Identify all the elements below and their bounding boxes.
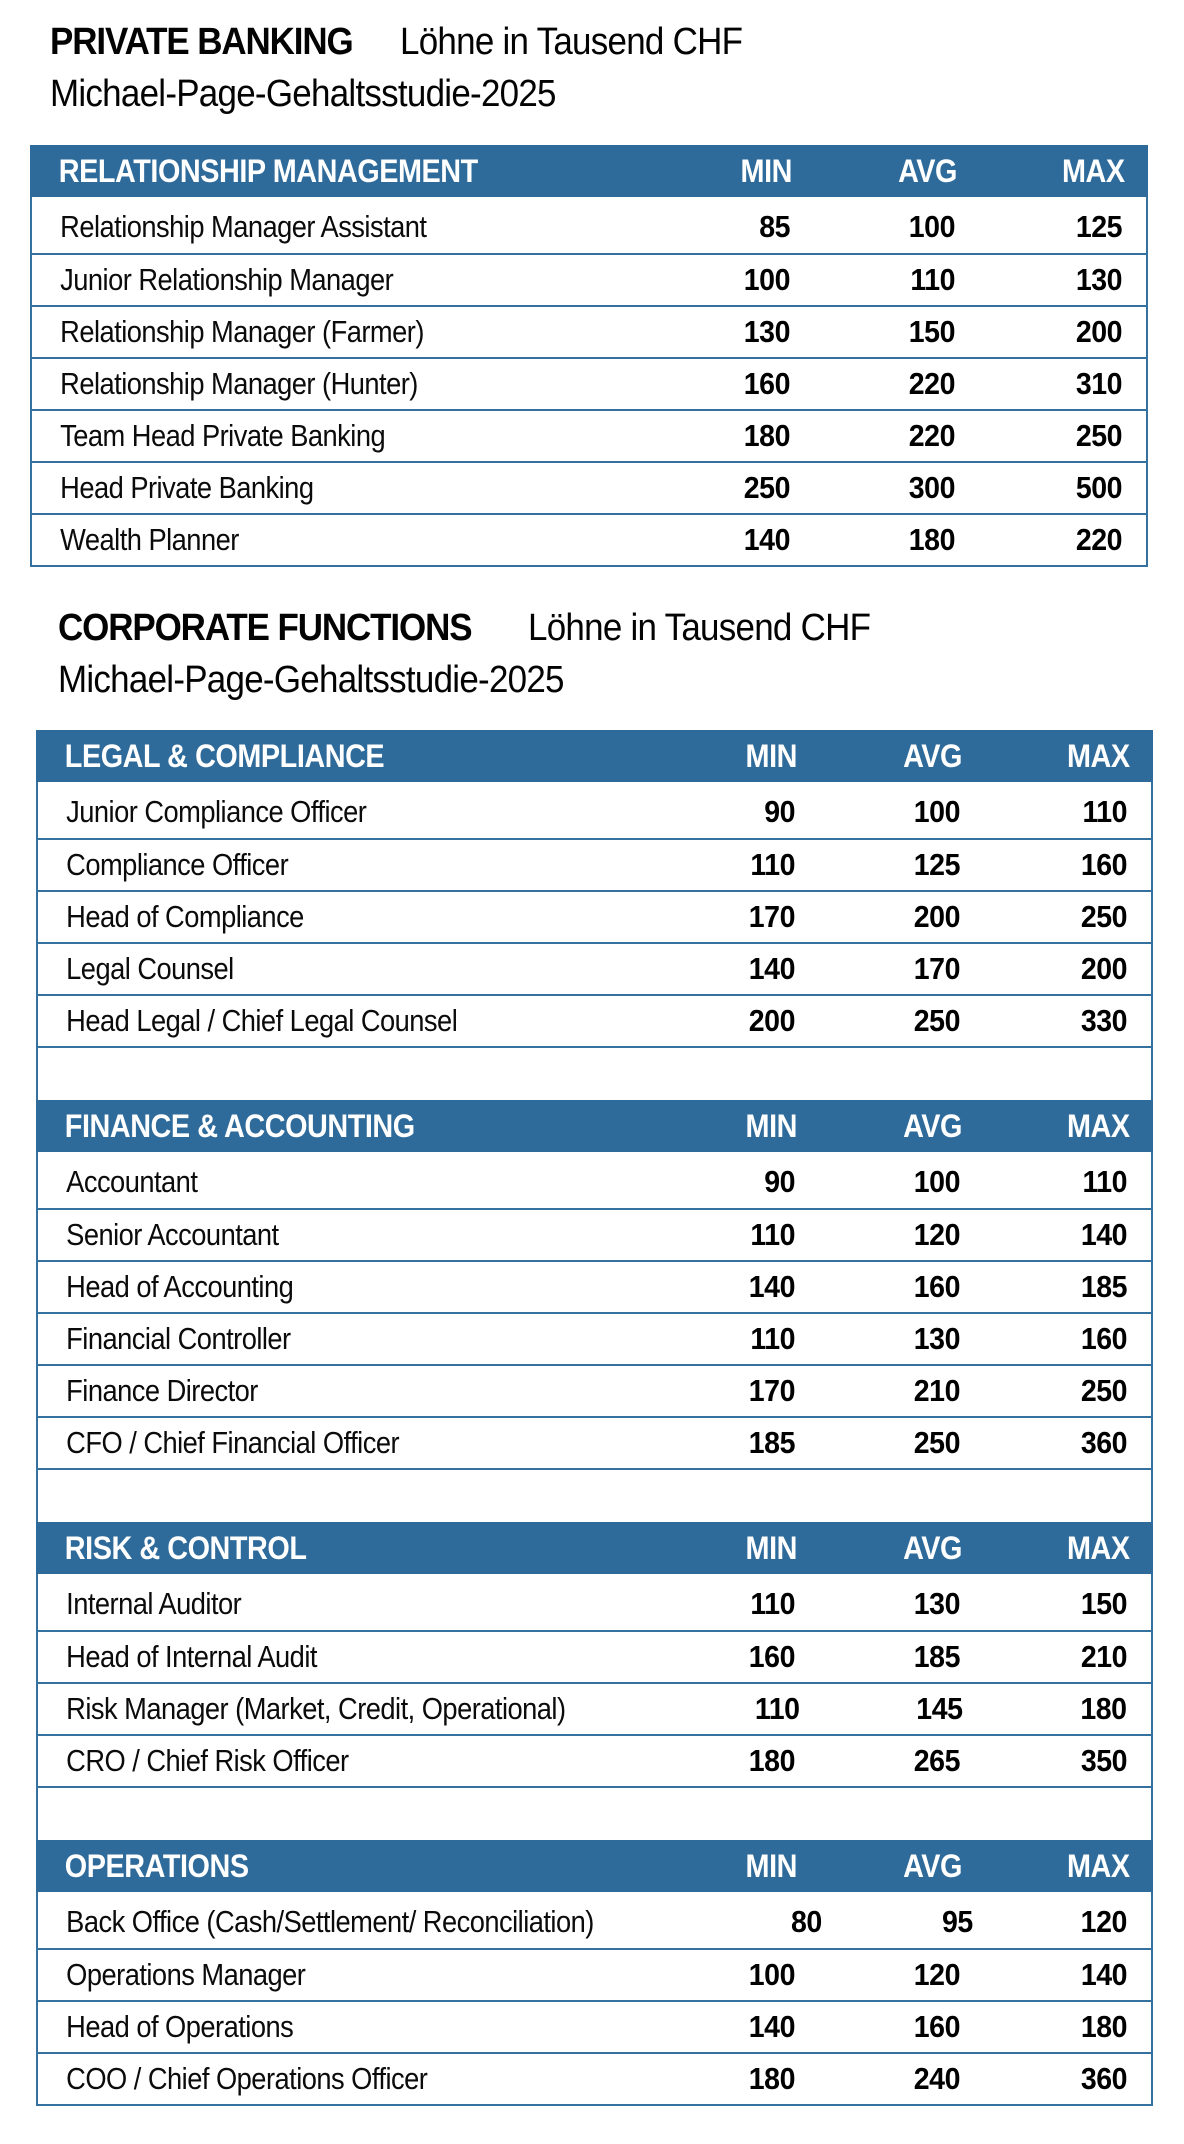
table-row xyxy=(32,307,1146,359)
table-header-title: RELATIONSHIP MANAGEMENT xyxy=(58,152,478,189)
avg-value-cell: 170 xyxy=(913,951,960,986)
min-value-cell: 100 xyxy=(748,1957,795,1992)
max-value-cell: 360 xyxy=(1080,1425,1128,1460)
avg-value-cell: 100 xyxy=(908,208,955,244)
avg-value-cell: 100 xyxy=(913,793,960,829)
table-gap xyxy=(38,1048,1151,1100)
column-header-avg: AVG xyxy=(903,737,962,774)
job-title-cell: Head of Compliance xyxy=(66,899,304,934)
min-value-cell: 90 xyxy=(764,793,795,829)
min-value-cell: 100 xyxy=(743,262,790,297)
max-value-cell: 180 xyxy=(1080,2009,1128,2044)
table-row xyxy=(38,1152,1151,1210)
job-title-cell: Accountant xyxy=(66,1163,198,1199)
avg-value-cell: 185 xyxy=(913,1639,960,1674)
job-title-cell: Head of Internal Audit xyxy=(66,1639,317,1674)
column-header-max: MAX xyxy=(1066,1107,1130,1144)
section-title-line xyxy=(58,602,900,654)
job-title-cell: Senior Accountant xyxy=(66,1217,279,1252)
min-value-cell: 140 xyxy=(743,522,790,557)
max-value-cell: 200 xyxy=(1075,314,1123,349)
max-value-cell: 110 xyxy=(1082,793,1128,829)
job-title-cell: Junior Relationship Manager xyxy=(60,262,394,297)
column-header-avg: AVG xyxy=(898,152,957,189)
section-subtitle-text: Michael-Page-Gehaltsstudie-2025 xyxy=(58,659,564,701)
salary-table-group xyxy=(36,730,1153,2106)
section-title xyxy=(58,602,900,706)
table-row xyxy=(38,1262,1151,1314)
column-header-min: MIN xyxy=(740,152,792,189)
table-row xyxy=(38,840,1151,892)
max-value-cell: 140 xyxy=(1080,1217,1128,1252)
job-title-cell: Internal Auditor xyxy=(66,1585,242,1621)
table-row xyxy=(38,1366,1151,1418)
title-note: Löhne in Tausend CHF xyxy=(399,21,742,63)
section-subtitle xyxy=(58,654,900,706)
min-value-cell: 180 xyxy=(743,418,790,453)
column-header-min: MIN xyxy=(745,1107,797,1144)
table-row xyxy=(38,2054,1151,2106)
avg-value-cell: 130 xyxy=(913,1585,960,1621)
max-value-cell: 185 xyxy=(1080,1269,1128,1304)
min-value-cell: 80 xyxy=(790,1903,822,1939)
table-row xyxy=(38,2002,1151,2054)
column-header-max: MAX xyxy=(1066,737,1130,774)
job-title-cell: Relationship Manager Assistant xyxy=(60,208,427,244)
job-title-cell: Back Office (Cash/Settlement/ Reconciliation) xyxy=(66,1903,594,1939)
max-value-cell: 180 xyxy=(1080,1691,1128,1726)
table-row xyxy=(38,1736,1151,1788)
column-header-min: MIN xyxy=(745,737,797,774)
min-value-cell: 140 xyxy=(748,951,795,986)
min-value-cell: 85 xyxy=(759,208,790,244)
table-header-title: RISK & CONTROL xyxy=(64,1529,307,1566)
avg-value-cell: 265 xyxy=(913,1743,960,1778)
avg-value-cell: 250 xyxy=(913,1003,960,1038)
section-subtitle-text: Michael-Page-Gehaltsstudie-2025 xyxy=(50,73,556,115)
job-title-cell: Relationship Manager (Hunter) xyxy=(60,366,418,401)
table-row xyxy=(38,1418,1151,1470)
table-row xyxy=(38,1574,1151,1632)
job-title-cell: Relationship Manager (Farmer) xyxy=(60,314,424,349)
table-row xyxy=(38,1950,1151,2002)
avg-value-cell: 220 xyxy=(908,418,955,453)
table-row xyxy=(38,944,1151,996)
avg-value-cell: 210 xyxy=(913,1373,960,1408)
max-value-cell: 250 xyxy=(1080,1373,1128,1408)
avg-value-cell: 130 xyxy=(913,1321,960,1356)
avg-value-cell: 160 xyxy=(913,2009,960,2044)
job-title-cell: Wealth Planner xyxy=(60,522,239,557)
title-note: Löhne in Tausend CHF xyxy=(527,607,871,649)
table-row xyxy=(38,1892,1151,1950)
min-value-cell: 250 xyxy=(743,470,790,505)
table-header-title: OPERATIONS xyxy=(64,1847,249,1884)
table-header-bar xyxy=(36,1100,1153,1152)
table-row xyxy=(38,892,1151,944)
table-row xyxy=(38,1210,1151,1262)
max-value-cell: 160 xyxy=(1080,847,1128,882)
avg-value-cell: 95 xyxy=(942,1903,974,1939)
avg-value-cell: 120 xyxy=(913,1217,960,1252)
table-row xyxy=(38,782,1151,840)
min-value-cell: 110 xyxy=(755,1691,800,1726)
table-header-bar xyxy=(36,1522,1153,1574)
job-title-cell: Operations Manager xyxy=(66,1957,306,1992)
max-value-cell: 250 xyxy=(1080,899,1128,934)
max-value-cell: 130 xyxy=(1075,262,1123,297)
column-header-avg: AVG xyxy=(903,1847,962,1884)
avg-value-cell: 145 xyxy=(916,1691,963,1726)
max-value-cell: 160 xyxy=(1080,1321,1128,1356)
column-header-avg: AVG xyxy=(903,1107,962,1144)
min-value-cell: 170 xyxy=(748,899,795,934)
table-header-bar xyxy=(36,730,1153,782)
section-title-line xyxy=(50,16,772,68)
column-header-max: MAX xyxy=(1066,1847,1130,1884)
column-header-min: MIN xyxy=(745,1847,797,1884)
job-title-cell: CRO / Chief Risk Officer xyxy=(66,1743,349,1778)
min-value-cell: 160 xyxy=(743,366,790,401)
job-title-cell: Legal Counsel xyxy=(66,951,234,986)
max-value-cell: 150 xyxy=(1080,1585,1128,1621)
job-title-cell: Junior Compliance Officer xyxy=(66,793,367,829)
avg-value-cell: 100 xyxy=(913,1163,960,1199)
max-value-cell: 110 xyxy=(1082,1163,1128,1199)
table-row xyxy=(38,1314,1151,1366)
title-main: PRIVATE BANKING xyxy=(50,21,353,63)
job-title-cell: Risk Manager (Market, Credit, Operational) xyxy=(66,1691,566,1726)
min-value-cell: 180 xyxy=(748,2061,795,2096)
max-value-cell: 330 xyxy=(1080,1003,1128,1038)
min-value-cell: 185 xyxy=(748,1425,795,1460)
table-row xyxy=(32,463,1146,515)
job-title-cell: Head Private Banking xyxy=(60,470,314,505)
avg-value-cell: 200 xyxy=(913,899,960,934)
min-value-cell: 110 xyxy=(750,1217,795,1252)
table-row xyxy=(32,197,1146,255)
avg-value-cell: 150 xyxy=(908,314,955,349)
avg-value-cell: 300 xyxy=(908,470,955,505)
title-main: CORPORATE FUNCTIONS xyxy=(58,607,472,649)
job-title-cell: Finance Director xyxy=(66,1373,258,1408)
max-value-cell: 350 xyxy=(1080,1743,1128,1778)
section-subtitle xyxy=(50,68,772,120)
job-title-cell: COO / Chief Operations Officer xyxy=(66,2061,428,2096)
column-header-min: MIN xyxy=(745,1529,797,1566)
min-value-cell: 110 xyxy=(750,847,795,882)
column-header-max: MAX xyxy=(1061,152,1125,189)
min-value-cell: 200 xyxy=(748,1003,795,1038)
job-title-cell: CFO / Chief Financial Officer xyxy=(66,1425,400,1460)
table-row xyxy=(32,359,1146,411)
max-value-cell: 120 xyxy=(1080,1903,1128,1939)
avg-value-cell: 120 xyxy=(913,1957,960,1992)
avg-value-cell: 220 xyxy=(908,366,955,401)
column-header-avg: AVG xyxy=(903,1529,962,1566)
max-value-cell: 500 xyxy=(1075,470,1123,505)
min-value-cell: 160 xyxy=(748,1639,795,1674)
table-row xyxy=(38,996,1151,1048)
table-row xyxy=(32,411,1146,463)
min-value-cell: 110 xyxy=(750,1585,795,1621)
max-value-cell: 360 xyxy=(1080,2061,1128,2096)
table-row xyxy=(38,1632,1151,1684)
min-value-cell: 140 xyxy=(748,2009,795,2044)
table-header-bar xyxy=(36,1840,1153,1892)
table-row xyxy=(38,1684,1151,1736)
max-value-cell: 140 xyxy=(1080,1957,1128,1992)
job-title-cell: Head of Operations xyxy=(66,2009,294,2044)
table-row xyxy=(32,255,1146,307)
max-value-cell: 210 xyxy=(1080,1639,1128,1674)
job-title-cell: Head Legal / Chief Legal Counsel xyxy=(66,1003,458,1038)
avg-value-cell: 250 xyxy=(913,1425,960,1460)
section-title xyxy=(50,16,772,120)
max-value-cell: 250 xyxy=(1075,418,1123,453)
table-gap xyxy=(38,1470,1151,1522)
max-value-cell: 200 xyxy=(1080,951,1128,986)
job-title-cell: Head of Accounting xyxy=(66,1269,294,1304)
table-header-title: LEGAL & COMPLIANCE xyxy=(64,737,385,774)
min-value-cell: 180 xyxy=(748,1743,795,1778)
avg-value-cell: 110 xyxy=(910,262,955,297)
avg-value-cell: 180 xyxy=(908,522,955,557)
max-value-cell: 125 xyxy=(1075,208,1123,244)
max-value-cell: 220 xyxy=(1075,522,1123,557)
min-value-cell: 110 xyxy=(750,1321,795,1356)
table-gap xyxy=(38,1788,1151,1840)
job-title-cell: Compliance Officer xyxy=(66,847,289,882)
min-value-cell: 170 xyxy=(748,1373,795,1408)
job-title-cell: Financial Controller xyxy=(66,1321,291,1356)
table-row xyxy=(32,515,1146,567)
table-header-bar xyxy=(30,145,1148,197)
max-value-cell: 310 xyxy=(1075,366,1123,401)
avg-value-cell: 240 xyxy=(913,2061,960,2096)
avg-value-cell: 160 xyxy=(913,1269,960,1304)
job-title-cell: Team Head Private Banking xyxy=(60,418,386,453)
min-value-cell: 140 xyxy=(748,1269,795,1304)
table-header-title: FINANCE & ACCOUNTING xyxy=(64,1107,415,1144)
column-header-max: MAX xyxy=(1066,1529,1130,1566)
min-value-cell: 130 xyxy=(743,314,790,349)
min-value-cell: 90 xyxy=(764,1163,795,1199)
avg-value-cell: 125 xyxy=(913,847,960,882)
salary-table xyxy=(30,145,1148,567)
